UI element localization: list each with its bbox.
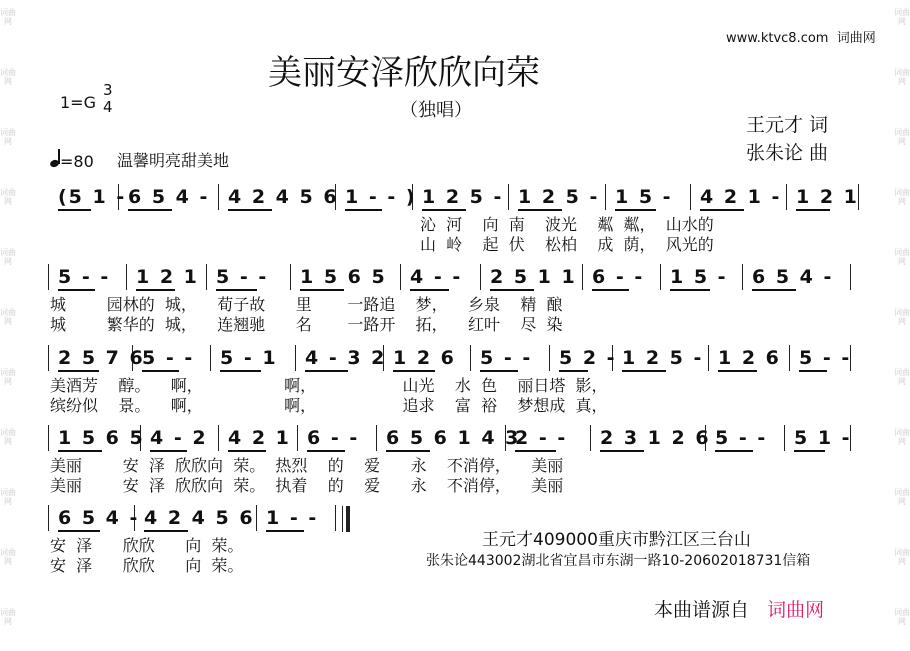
barline: [218, 425, 219, 451]
song-title: 美丽安泽欣欣向荣: [268, 53, 540, 93]
barline: [210, 345, 211, 371]
beam-line: [228, 209, 272, 211]
beam-line: [136, 289, 175, 291]
time-top: 3: [103, 81, 113, 99]
barline: [400, 264, 401, 290]
watermark-text: 词曲网: [894, 248, 910, 266]
watermark-text: 词曲网: [0, 368, 16, 386]
beam-line: [752, 289, 796, 291]
composer: 张朱论 曲: [746, 142, 829, 164]
expression-mark: 温馨明亮甜美地: [117, 151, 230, 170]
beam-line: [592, 289, 629, 291]
beam-line: [228, 450, 266, 452]
beam-line: [128, 209, 172, 211]
watermark-text: 词曲网: [0, 308, 16, 326]
measure: 5 - -: [799, 347, 852, 369]
beam-line: [715, 450, 753, 452]
beam-line: [410, 289, 449, 291]
barline: [48, 264, 49, 290]
beam-line: [58, 450, 102, 452]
measure: 5 - -: [58, 266, 111, 288]
beam-line: [515, 450, 556, 452]
watermark-text: 词曲网: [894, 608, 910, 626]
measure: 1 - - ): [345, 186, 417, 208]
barline: [742, 264, 743, 290]
barline: [376, 425, 377, 451]
beam-line: [559, 370, 588, 372]
watermark-text: 词曲网: [0, 188, 16, 206]
watermark-text: 词曲网: [0, 548, 16, 566]
barline: [290, 264, 291, 290]
beam-line: [142, 370, 179, 372]
watermark-text: 词曲网: [894, 428, 910, 446]
barline: [708, 345, 709, 371]
key-signature: 1=G: [60, 93, 96, 112]
beam-line: [58, 370, 99, 372]
barline: [256, 505, 257, 531]
watermark-text: 词曲网: [894, 128, 910, 146]
barline: [660, 264, 661, 290]
measure: 4 - -: [410, 266, 463, 288]
measure: 2 - -: [515, 427, 568, 449]
barline: [480, 264, 481, 290]
barline: [508, 184, 509, 210]
beam-line: [386, 450, 430, 452]
beam-line: [799, 370, 827, 372]
lyric-line-2: 安 泽 欣欣 向 荣。: [50, 556, 244, 575]
measure: 6 5 4 -: [128, 186, 210, 208]
measure: 4 - 2: [150, 427, 208, 449]
measure: 6 5 4 -: [752, 266, 834, 288]
barline: [784, 425, 785, 451]
barline: [850, 264, 851, 290]
barline: [206, 264, 207, 290]
watermark-text: 词曲网: [894, 548, 910, 566]
measure: 2 5 7 6: [58, 347, 145, 369]
barline: [470, 345, 471, 371]
barline: [126, 264, 127, 290]
beam-line: [58, 530, 100, 532]
source-label: 本曲谱源自: [654, 599, 750, 621]
barline: [590, 425, 591, 451]
barline: [48, 345, 49, 371]
lyric-line-2: 城 繁华的 城， 连翘驰 名 一路开 拓， 红叶 尽 染: [50, 315, 563, 334]
lyric-line-2: 山 岭 起 伏 松柏 成 荫， 风光的: [420, 235, 714, 254]
measure: 1 2 5 -: [422, 186, 504, 208]
beam-line: [796, 209, 830, 211]
left-watermark-strip: [0, 0, 16, 651]
watermark-text: 词曲网: [0, 248, 16, 266]
measure: 4 - 3 2: [305, 347, 387, 369]
lyricist: 王元才 词: [746, 114, 829, 136]
measure: 6 5 6 1 4 3: [386, 427, 521, 449]
watermark-text: 词曲网: [0, 488, 16, 506]
beam-line: [144, 530, 188, 532]
lyric-line-1: 美酒芳 醇。 啊， 啊， 山光 水 色 丽日塔 影，: [50, 376, 608, 395]
beam-line: [216, 289, 257, 291]
beam-line: [518, 209, 562, 211]
measure: 1 2 5 -: [518, 186, 600, 208]
measure: 1 2 1: [796, 186, 859, 208]
final-barline-thick: [346, 506, 350, 532]
tempo-value: =80: [60, 152, 94, 171]
barline: [789, 345, 790, 371]
lyric-line-1: 美丽 安 泽 欣欣向 荣。 热烈 的 爱 永 不消停， 美丽: [50, 456, 564, 475]
measure: 5 - -: [715, 427, 768, 449]
beam-line: [393, 370, 435, 372]
barline: [218, 184, 219, 210]
measure: 1 2 5 -: [622, 347, 704, 369]
right-watermark-strip: [894, 0, 910, 651]
lyric-line-1: 沁 河 向 南 波光 粼 粼， 山水的: [420, 215, 714, 234]
measure: 6 - -: [592, 266, 645, 288]
watermark-text: 词曲网: [894, 188, 910, 206]
beam-line: [615, 209, 656, 211]
watermark-text: 词曲网: [0, 68, 16, 86]
address-lyricist: 王元才409000重庆市黔江区三台山: [482, 530, 751, 550]
measure: (5 1 -: [58, 186, 127, 208]
address-composer: 张朱论443002湖北省宜昌市东湖一路10-20602018731信箱: [426, 553, 811, 569]
lyric-line-1: 安 泽 欣欣 向 荣。: [50, 536, 244, 555]
barline: [690, 184, 691, 210]
beam-line: [794, 450, 825, 452]
final-barline-thin: [342, 506, 343, 532]
measure: 1 5 6 5: [58, 427, 145, 449]
measure: 4 2 1: [228, 427, 291, 449]
measure: 1 5 -: [670, 266, 728, 288]
beam-line: [490, 289, 534, 291]
beam-line: [718, 370, 757, 372]
measure: 5 2 -: [559, 347, 617, 369]
time-bottom: 4: [103, 98, 113, 116]
measure: 2 3 1 2 6: [600, 427, 711, 449]
measure: 4 2 4 5 6: [144, 507, 255, 529]
barline: [605, 184, 606, 210]
beam-line: [307, 450, 345, 452]
barline: [335, 505, 336, 531]
measure: 1 2 6: [718, 347, 781, 369]
beam-line: [700, 209, 744, 211]
measure: 1 2 1: [136, 266, 199, 288]
measure: 2 5 1 1: [490, 266, 577, 288]
barline: [582, 264, 583, 290]
beam-line: [220, 370, 261, 372]
lyric-line-2: 缤纷似 景。 啊， 啊， 追求 富 裕 梦想成 真，: [50, 396, 608, 415]
measure: 1 2 6: [393, 347, 456, 369]
source-site-link[interactable]: 词曲网: [767, 599, 825, 621]
measure: 5 - 1: [220, 347, 278, 369]
beam-line: [600, 450, 644, 452]
measure: 4 2 1 -: [700, 186, 782, 208]
barline: [48, 425, 49, 451]
beam-line: [150, 450, 187, 452]
lyric-line-2: 美丽 安 泽 欣欣向 荣。 执着 的 爱 永 不消停， 美丽: [50, 476, 564, 495]
measure: 5 - -: [480, 347, 533, 369]
beam-line: [58, 209, 91, 211]
watermark-text: 词曲网: [894, 368, 910, 386]
site-name: 词曲网: [836, 31, 876, 46]
time-signature: [103, 82, 113, 116]
watermark-text: 词曲网: [0, 128, 16, 146]
watermark-text: 词曲网: [894, 68, 910, 86]
measure: 6 - -: [307, 427, 360, 449]
barline: [786, 184, 787, 210]
measure: 5 1 -: [794, 427, 852, 449]
measure: 1 5 -: [615, 186, 673, 208]
watermark-text: 词曲网: [0, 428, 16, 446]
measure: 6 5 4 -: [58, 507, 140, 529]
watermark-text: 词曲网: [0, 8, 16, 26]
watermark-text: 词曲网: [894, 8, 910, 26]
beam-line: [345, 209, 382, 211]
measure: 4 2 4 5 6: [228, 186, 339, 208]
watermark-text: 词曲网: [894, 488, 910, 506]
barline: [48, 505, 49, 531]
quarter-note-icon: [50, 149, 60, 167]
beam-line: [305, 370, 348, 372]
song-subtitle: （独唱）: [400, 100, 472, 121]
measure: 5 - -: [142, 347, 195, 369]
beam-line: [480, 370, 518, 372]
lyric-line-1: 城 园林的 城， 荀子故 里 一路追 梦， 乡泉 精 酿: [50, 295, 563, 314]
beam-line: [58, 289, 95, 291]
beam-line: [300, 289, 344, 291]
barline: [295, 345, 296, 371]
beam-line: [622, 370, 666, 372]
tempo-mark: [50, 149, 94, 171]
barline: [297, 425, 298, 451]
beam-line: [670, 289, 710, 291]
measure: 5 - -: [216, 266, 269, 288]
barline: [549, 345, 550, 371]
measure: 1 - -: [266, 507, 319, 529]
measure: 1 5 6 5: [300, 266, 387, 288]
beam-line: [422, 209, 466, 211]
beam-line: [266, 530, 304, 532]
site-url[interactable]: www.ktvc8.com 词曲网: [726, 31, 876, 46]
watermark-text: 词曲网: [0, 608, 16, 626]
source-note: [654, 595, 824, 622]
watermark-text: 词曲网: [894, 308, 910, 326]
